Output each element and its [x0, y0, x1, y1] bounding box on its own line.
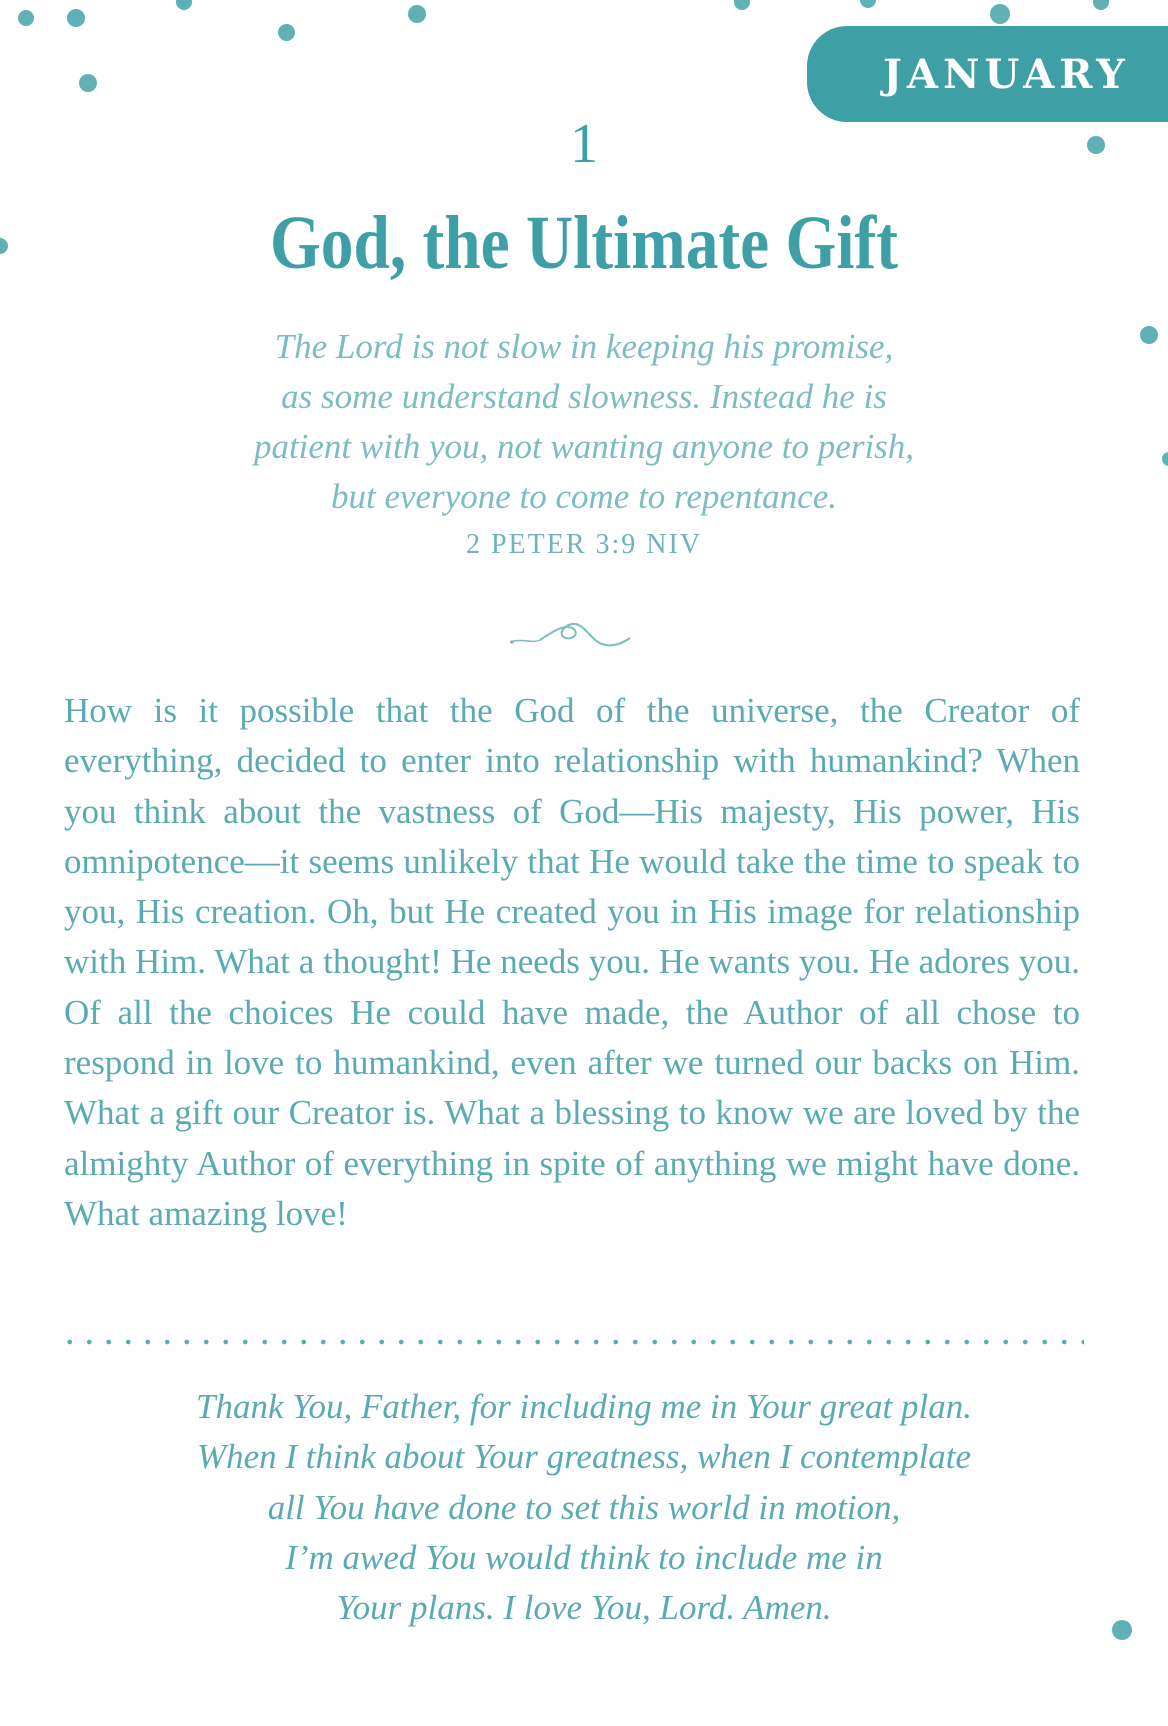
decorative-dot — [176, 0, 192, 10]
prayer-line: When I think about Your greatness, when I contemplate — [196, 1437, 972, 1477]
prayer-line: Your plans. I love You, Lord. Amen. — [336, 1588, 832, 1628]
verse-line: but everyone to come to repentance. — [331, 477, 837, 516]
prayer — [0, 1382, 1168, 1633]
day-number: 1 — [570, 113, 598, 175]
prayer-line: Thank You, Father, for including me in Your great plan. — [196, 1387, 972, 1426]
page-title: God, the Ultimate Gift — [269, 201, 899, 285]
verse-reference: 2 PETER 3:9 NIV — [465, 529, 703, 560]
dotted-divider — [60, 1339, 1084, 1345]
verse-line: The Lord is not slow in keeping his promise, — [274, 327, 894, 366]
verse-line: as some understand slowness. Instead he is — [281, 377, 887, 416]
prayer-line: all You have done to set this world in motion, — [267, 1487, 901, 1527]
decorative-dot — [67, 9, 85, 27]
decorative-dot — [990, 4, 1010, 24]
decorative-dot — [79, 74, 97, 92]
decorative-dot — [278, 24, 295, 41]
month-label: JANUARY — [883, 50, 1130, 98]
decorative-dot — [0, 238, 8, 254]
flourish-ornament-icon — [506, 610, 636, 660]
devotional-body: How is it possible that the God of the universe, the Creator of everything, decided to enter into relationship with humankind? When you think about the vastness of God—His majesty, His power, His omnipotence—it seems unlikely that He would take the time to speak to you, His creation. Oh, but He created you in His image for relationship with Him. What a thought! He needs you. He wants you. He adores you. Of all the choices He could have made, the Author of all chose to respond in love to humankind, even after we turned our backs on Him. What a gift our Creator is. What a blessing to know we are loved by the almighty Author of everything in spite of anything we might have done. What amazing love! — [64, 691, 1080, 1233]
decorative-dot — [734, 0, 750, 10]
decorative-dot — [18, 10, 34, 26]
month-tab — [807, 26, 1168, 122]
decorative-dot — [1093, 0, 1109, 10]
scripture-verse — [0, 322, 1168, 570]
verse-line: patient with you, not wanting anyone to perish, — [253, 427, 915, 466]
decorative-dot — [860, 0, 876, 8]
prayer-line: I’m awed You would think to include me in — [285, 1537, 883, 1577]
decorative-dot — [408, 5, 426, 23]
